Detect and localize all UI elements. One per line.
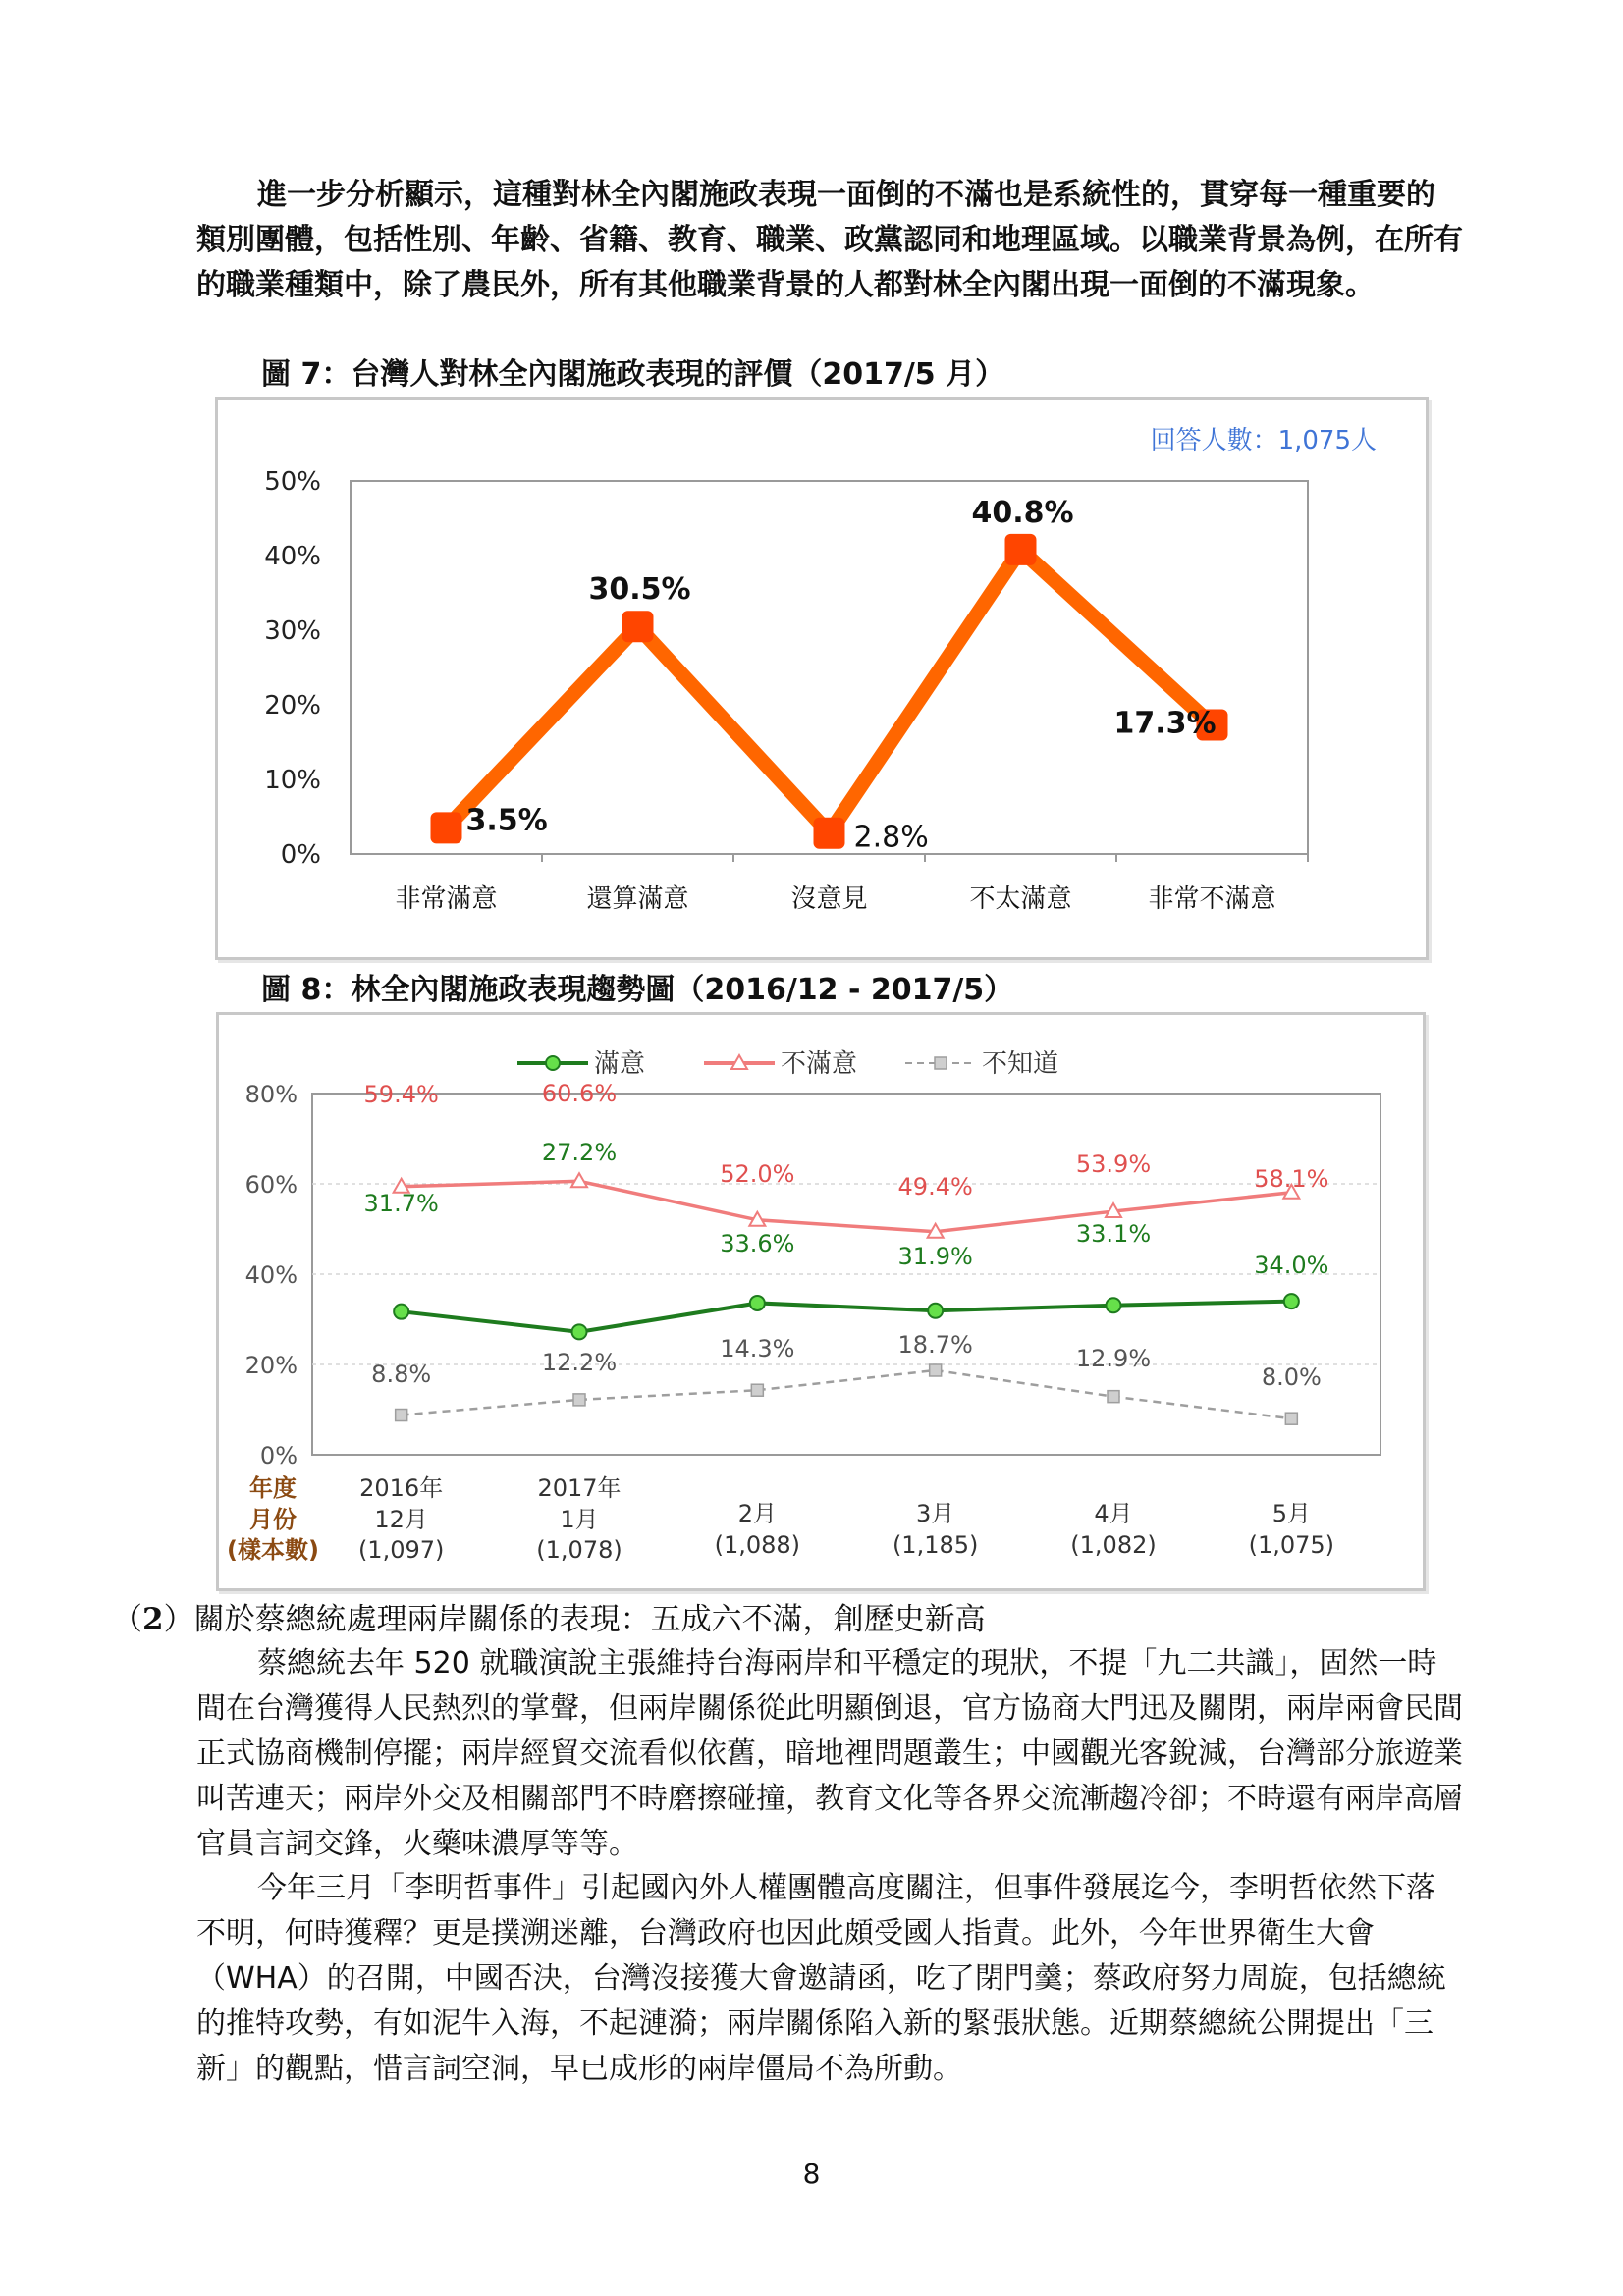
y-tick-label: 80% bbox=[244, 1081, 298, 1108]
data-point-marker bbox=[1107, 1298, 1121, 1312]
y-tick-label: 40% bbox=[244, 1261, 298, 1289]
data-value-label: 12.9% bbox=[1075, 1345, 1152, 1372]
data-point-marker bbox=[394, 1305, 408, 1319]
x-month-label: 2月 bbox=[737, 1500, 777, 1527]
data-value-label: 33.6% bbox=[720, 1230, 795, 1257]
respondents-count: 回答人數：1,075人 bbox=[1150, 426, 1377, 455]
data-point-marker bbox=[750, 1296, 765, 1310]
data-value-label: 58.1% bbox=[1254, 1165, 1329, 1193]
data-value-label: 40.8% bbox=[971, 495, 1074, 530]
x-month-label: 12月 bbox=[374, 1506, 428, 1533]
x-year-label: 2017年 bbox=[537, 1474, 622, 1502]
x-sample-label: (1,097) bbox=[357, 1536, 445, 1564]
data-point-marker bbox=[751, 1384, 763, 1396]
x-category-label: 非常滿意 bbox=[395, 884, 498, 914]
data-value-label: 27.2% bbox=[541, 1139, 618, 1166]
series-line bbox=[402, 1370, 1292, 1418]
data-value-label: 14.3% bbox=[720, 1335, 795, 1362]
y-tick-label: 10% bbox=[264, 766, 321, 795]
sample-row-label: (樣本數) bbox=[227, 1536, 319, 1564]
data-point-marker bbox=[1108, 1391, 1119, 1403]
data-point-marker bbox=[928, 1304, 943, 1318]
data-value-label: 60.6% bbox=[541, 1080, 618, 1107]
section2-heading-text: 關於蔡總統處理兩岸關係的表現：五成六不滿，創歷史新高 bbox=[193, 1602, 986, 1637]
data-value-label: 2.8% bbox=[853, 820, 929, 855]
figure7-caption: 圖 7：台灣人對林全內閣施政表現的評價（2017/5 月） bbox=[261, 357, 1005, 392]
figure7-chart-frame bbox=[215, 397, 1429, 960]
y-tick-label: 20% bbox=[244, 1352, 298, 1379]
figure7-chart bbox=[218, 400, 1426, 957]
data-point-marker bbox=[431, 812, 462, 843]
x-sample-label: (1,082) bbox=[1070, 1531, 1157, 1559]
series-line bbox=[402, 1181, 1292, 1232]
section2-number: 2 bbox=[142, 1602, 164, 1637]
data-value-label: 3.5% bbox=[465, 803, 548, 838]
x-year-label: 2016年 bbox=[359, 1474, 444, 1502]
x-category-label: 不太滿意 bbox=[969, 884, 1072, 914]
legend-label: 滿意 bbox=[594, 1049, 646, 1079]
y-tick-label: 40% bbox=[264, 542, 321, 571]
figure8-caption: 圖 8：林全內閣施政表現趨勢圖（2016/12 - 2017/5） bbox=[261, 973, 1014, 1007]
y-tick-label: 0% bbox=[280, 840, 321, 870]
year-row-label: 年度 bbox=[249, 1474, 297, 1502]
x-sample-label: (1,078) bbox=[536, 1536, 622, 1564]
x-sample-label: (1,185) bbox=[892, 1531, 979, 1559]
figure8-chart bbox=[219, 1015, 1423, 1588]
series-line bbox=[402, 1302, 1292, 1332]
x-month-label: 4月 bbox=[1094, 1500, 1133, 1527]
data-value-label: 53.9% bbox=[1075, 1150, 1152, 1178]
figure8-chart-frame bbox=[216, 1012, 1426, 1591]
data-point-marker bbox=[396, 1410, 407, 1421]
data-value-label: 52.0% bbox=[720, 1160, 795, 1188]
data-value-label: 59.4% bbox=[363, 1081, 439, 1108]
x-month-label: 5月 bbox=[1271, 1500, 1311, 1527]
data-value-label: 33.1% bbox=[1075, 1220, 1152, 1248]
series-line-satisfaction bbox=[447, 550, 1213, 833]
y-tick-label: 0% bbox=[259, 1442, 298, 1469]
data-value-label: 18.7% bbox=[897, 1331, 973, 1359]
page-number: 8 bbox=[802, 2158, 821, 2190]
y-tick-label: 60% bbox=[244, 1171, 298, 1199]
data-value-label: 8.8% bbox=[371, 1361, 432, 1388]
x-category-label: 還算滿意 bbox=[586, 884, 689, 914]
data-point-marker bbox=[1005, 534, 1037, 565]
data-value-label: 17.3% bbox=[1113, 706, 1217, 741]
y-tick-label: 20% bbox=[264, 691, 321, 721]
data-value-label: 34.0% bbox=[1254, 1252, 1329, 1279]
plot-area-border bbox=[351, 481, 1308, 854]
section2-paragraph-2: 今年三月「李明哲事件」引起國內外人權團體高度關注，但事件發展迄今，李明哲依然下落不明，何時獲釋？更是撲溯迷離，台灣政府也因此頗受國人指責。此外，今年世界衛生大會（WHA）的召開，中國否決，台灣沒接獲大會邀請函，吃了閉門羹；蔡政府努力周旋，包括總統的推特攻勢，有如泥牛入海，不起漣漪；兩岸關係陷入新的緊張狀態。近期蔡總統公開提出「三新」的觀點，惜言詞空洞，早已成形的兩岸僵局不為所動。 bbox=[196, 1871, 1446, 2086]
intro-paragraph: 進一步分析顯示，這種對林全內閣施政表現一面倒的不滿也是系統性的，貫穿每一種重要的類別團體，包括性別、年齡、省籍、教育、職業、政黨認同和地理區域。以職業背景為例，在所有的職業種類中，除了農民外，所有其他職業背景的人都對林全內閣出現一面倒的不滿現象。 bbox=[196, 178, 1463, 302]
x-sample-label: (1,088) bbox=[714, 1531, 801, 1559]
data-point-marker bbox=[622, 611, 654, 642]
data-value-label: 31.7% bbox=[363, 1190, 439, 1217]
x-sample-label: (1,075) bbox=[1248, 1531, 1335, 1559]
data-value-label: 49.4% bbox=[897, 1173, 973, 1201]
legend-label: 不知道 bbox=[982, 1049, 1059, 1079]
data-point-marker bbox=[572, 1324, 587, 1339]
y-tick-label: 30% bbox=[264, 616, 321, 646]
data-point-marker bbox=[573, 1394, 585, 1406]
data-point-marker bbox=[814, 818, 845, 849]
data-value-label: 31.9% bbox=[897, 1243, 973, 1270]
legend-marker-square bbox=[935, 1057, 947, 1069]
data-point-marker bbox=[1284, 1294, 1299, 1308]
data-value-label: 8.0% bbox=[1261, 1363, 1322, 1391]
x-month-label: 1月 bbox=[560, 1506, 599, 1533]
data-point-marker bbox=[1285, 1413, 1297, 1424]
data-point-marker bbox=[930, 1364, 942, 1376]
data-value-label: 30.5% bbox=[588, 572, 691, 608]
legend-marker-circle bbox=[546, 1056, 560, 1070]
data-value-label: 12.2% bbox=[541, 1349, 618, 1376]
section2-heading: （2）關於蔡總統處理兩岸關係的表現：五成六不滿，創歷史新高 bbox=[112, 1602, 986, 1637]
month-row-label: 月份 bbox=[249, 1506, 297, 1533]
legend-label: 不滿意 bbox=[781, 1049, 858, 1079]
section2-paragraph-1: 蔡總統去年 520 就職演說主張維持台海兩岸和平穩定的現狀，不提「九二共識」，固然一時間在台灣獲得人民熱烈的掌聲，但兩岸關係從此明顯倒退，官方協商大門迅及關閉，兩岸兩會民間正式協商機制停擺；兩岸經貿交流看似依舊，暗地裡問題叢生；中國觀光客銳減，台灣部分旅遊業叫苦連天；兩岸外交及相關部門不時磨擦碰撞，教育文化等各界交流漸趨冷卻；不時還有兩岸高層官員言詞交鋒，火藥味濃厚等等。 bbox=[196, 1646, 1463, 1861]
x-category-label: 沒意見 bbox=[790, 884, 868, 914]
y-tick-label: 50% bbox=[264, 467, 321, 497]
x-month-label: 3月 bbox=[916, 1500, 955, 1527]
x-category-label: 非常不滿意 bbox=[1148, 884, 1276, 914]
